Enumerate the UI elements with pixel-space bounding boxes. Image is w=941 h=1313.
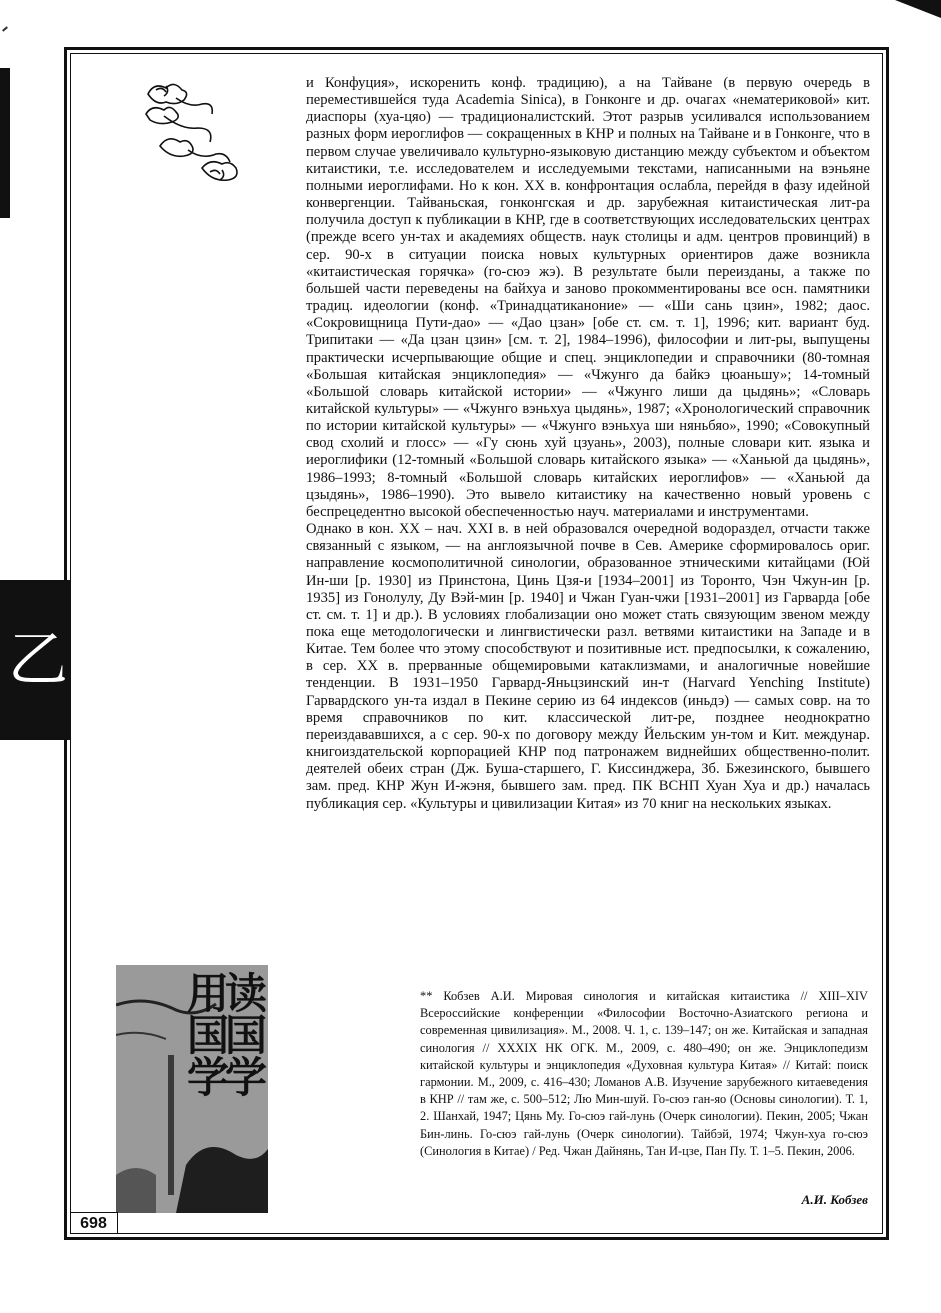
article-author: А.И. Кобзев [801, 1192, 868, 1207]
bibliography: ** Кобзев А.И. Мировая синология и китайская китаистика // XIII–XIV Всероссийские конференции «Философии Восточно-Азиатского региона и современная цивилизация». М., 2008. Ч. 1, с. 139–147; он же. Китайская и западная синология // XXXIX НК ОГК. М., 2009, с. 480–490; он же. Энциклопедизм китайской культуры и энциклопедия «Духовная культура Китая» // Китай: поиск гармонии. М., 2009, с. 416–430; Ломанов А.В. Изучение зарубежного китаеведения в КНР // там же, с. 500–512; Лю Мин-шуй. Го-сюэ ган-яо (Основы синологии). Т. 1, 2. Шанхай, 1947; Цянь Му. Го-сюэ гай-лунь (Очерк синологии). Пекин, 2005; Чжан Бин-линь. Го-сюэ гай-лунь (Очерк синологии). Тайбэй, 1974; Чжун-хуа го-сюэ (Синология в Китае) / Ред. Чжан Дайнянь, Тан И-цзе, Пан Пу. Т. 1–5. Пекин, 2006. [420, 989, 868, 1158]
book-cover-image [116, 965, 268, 1213]
section-tab [0, 580, 70, 740]
section-letter: 乙 [8, 625, 68, 695]
cloud-ornament-icon [140, 76, 245, 191]
scan-mark [2, 26, 8, 31]
left-margin-bar [0, 68, 10, 218]
paragraph-1: и Конфуция», искоренить конф. традицию), а на Тайване (в первую очередь в переместившейся туда Academia Sinica), в Гонконге и др. очагах «нематериковой» кит. диаспоры (хуа-цяо) — традиционалистский. Этот разрыв усиливался использованием разных форм иероглифов — сокращенных в КНР и полных на Тайване и в Гонконге, что в первом случае увеличивало культурно-языковую дистанцию между субъектом и объектом китаистики, т.е. исследователем и исследуемыми текстами, написанными на вэньяне полными иероглифами. Но к кон. XX в. конфронтация ослабла, перейдя в фазу идейной конвергенции. Тайваньская, гонконгская и др. зарубежная китаистическая лит-ра получила доступ к публикации в КНР, где в соответствующих исследовательских центрах (прежде всего ун-тах и академиях обществ. наук столицы и адм. центров провинций) в сер. 90-х в ситуации поиска новых культурных ориентиров даже возникла «китаистическая горячка» (го-сюэ жэ). В результате были переизданы, а также по большей части переведены на байхуа и заново прокомментированы все осн. памятники традиц. идеологии (конф. «Тринадцатиканоние» — «Ши сань цзин», 1982; даос. «Сокровищница Пути-дао» — «Дао цзан» [обе ст. см. т. 1], 1996; кит. вариант буд. Трипитаки — «Да цзан цзин» [см. т. 2], 1984–1996), философии и лит-ры, выпущены практически исчерпывающие общие и спец. энциклопедии и справочники (80-томная «Большая китайская энциклопедия» — «Чжунго да байкэ цюаньшу»; 14-томный «Большой словарь китайской истории» — «Чжунго лиши да цыдянь»; «Словарь китайской культуры» — «Чжунго вэньхуа цыдянь», 1987; «Хронологический справочник по истории китайской культуры» — «Чжунго вэньхуа ши няньбяо», 1990; «Совокупный свод схолий и глосс» — «Гу сюнь хуй цзуань», 2003), полные словари кит. языка и иероглифики (12-томный «Большой словарь китайского языка» — «Ханьюй да цыдянь», 1986–1993; 8-томный «Большой словарь китайских иероглифов» — «Ханьюй да цзыдянь», 1986–1990). Это вывело китаистику на качественно новый уровень с беспрецедентно высокой обеспеченностью науч. материалами и инструментами. [306, 75, 870, 520]
page-number: 698 [70, 1212, 118, 1234]
paragraph-2: Однако в кон. XX – нач. XXI в. в ней образовался очередной водораздел, отчасти также связанный с языком, — на англоязычной почве в Сев. Америке сформировалось ориг. направление космополитичной синологии, образованное этническими китайцами (Юй Ин-ши [р. 1930] из Принстона, Цинь Цзя-и [1934–2001] из Торонто, Чэн Чжун-ин [р. 1935] из Гонолулу, Ду Вэй-мин [р. 1940] и Чжан Гуан-чжи [1931–2001] из Гарварда [обе ст. см. т. 1] и др.). В условиях глобализации оно может стать связующим звеном между пока еще методологически и лингвистически разл. ветвями китаистики на Западе и в Китае. Тем более что этому способствуют и позитивные ист. предпосылки, к сожалению, в сер. XX в. прерванные общемировыми катаклизмами, и аналогичные новейшие тенденции. В 1931–1950 Гарвард-Яньцзинский ин-т (Harvard Yenching Institute) Гарвардского ун-та издал в Пекине серию из 64 индексов (иньдэ) — самых совр. на то время справочников по кит. классической лит-ре, позднее неоднократно переиздававшихся, а с сер. 90-х по договору между Йельским ун-том и Кит. междунар. книгоиздательской корпорацией КНР под патронажем виднейших общественно-полит. деятелей обеих стран (Дж. Буша-старшего, Г. Киссинджера, Зб. Бжезинского, бывшего зам. пред. КНР Жун И-жэня, бывшего зам. пред. ПК ВСНП Хуан Хуа и др.) началась публикация сер. «Культуры и цивилизации Китая» из 70 книг на нескольких языках. [306, 521, 870, 812]
corner-arrow-mark [895, 0, 941, 18]
article-body [306, 75, 870, 813]
book-title-chars-left: 用国学 [181, 971, 230, 1097]
book-title-chars-right: 读国学 [219, 971, 268, 1097]
